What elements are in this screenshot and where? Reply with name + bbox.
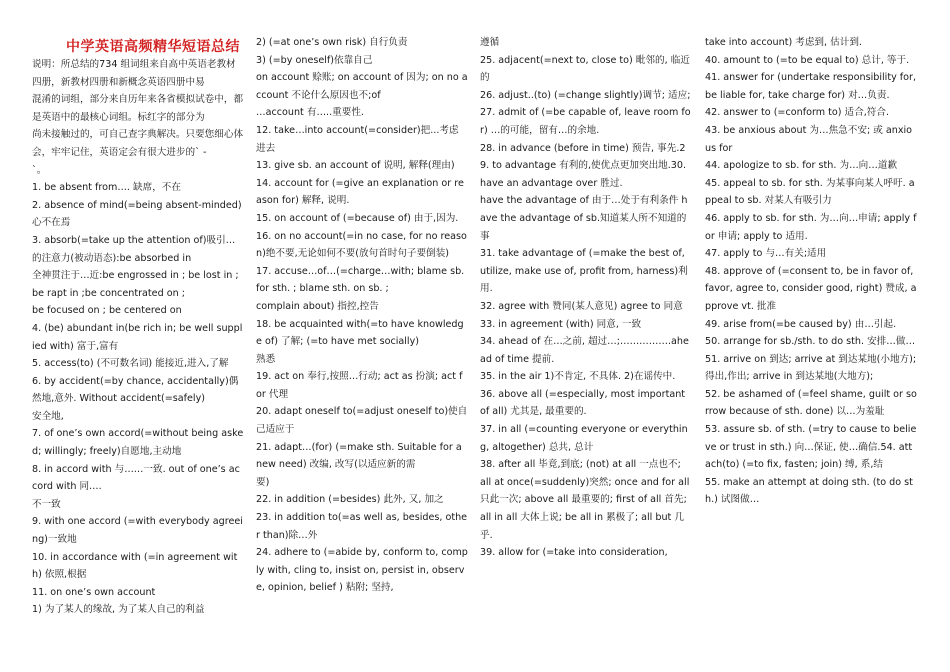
text-line: 熟悉	[256, 353, 276, 365]
text-line: 50. arrange for sb./sth. to do sth. 安排…做…	[705, 336, 916, 348]
text-line: 55. make an attempt at doing sth. (to do sth.) 试图做…	[705, 476, 913, 506]
text-line: 45. appeal to sb. for sth. 为某事向某人呼吁. appeal to sb. 对某人有吸引力	[705, 177, 915, 207]
text-line: 全神贯注于…近:be engrossed in ; be lost in ; be rapt in ;be concentrated on ;	[32, 270, 239, 299]
text-line: 14. account for (=give an explanation or reason for) 解释, 说明.	[256, 177, 464, 207]
text-line: 43. be anxious about 为…焦急不安; 或 anxious for	[705, 124, 913, 154]
text-line: 1) 为了某人的缘故, 为了某人自己的利益	[32, 604, 205, 616]
text-line: 12. take…into account(=consider)把...考虑进去	[256, 124, 459, 154]
text-line: have the advantage of 由于…处于有利条件 have the advantage of sb.知道某人所不知道的事	[480, 195, 688, 242]
text-line: 7. of one’s own accord(=without being asked; willingly; freely)自愿地,主动地	[32, 428, 244, 458]
text-line: 41. answer for (undertake responsibility for, be liable for, take charge for) 对…负责.	[705, 72, 917, 101]
text-line: 40. amount to (=to be equal to) 总计, 等于.	[705, 54, 910, 66]
text-line: 23. in addition to(=as well as, besides, other than)除…外	[256, 512, 468, 541]
text-line: 安全地,	[32, 410, 64, 422]
text-line: 17. accuse…of…(=charge…with; blame sb. for sth. ; blame sth. on sb. ;	[256, 265, 465, 295]
text-line: 1. be absent from…. 缺席，不在	[32, 182, 181, 194]
text-line: 2. absence of mind(=being absent-minded)心不在焉	[32, 199, 242, 229]
text-line: 16. on no account(=in no case, for no reason)绝不要,无论如何不要(放句首时句子要倒装)	[256, 230, 467, 260]
text-line: 2) (=at one’s own risk) 自行负责	[256, 37, 408, 48]
text-line: 18. be acquainted with(=to have knowledge of) 了解; (=to have met socially)	[256, 318, 464, 348]
text-line: 37. in all (=counting everyone or everything, altogether) 总共, 总计	[480, 424, 688, 453]
text-line: 说明：所总结的734 组词组来自高中英语老教材四册，新教材四册和新概念英语四册中易	[32, 59, 236, 88]
text-line: 36. above all (=especially, most important of all) 尤其是, 最重要的.	[480, 388, 686, 418]
text-line: 21. adapt…(for) (=make sth. Suitable for a new need) 改编, 改写(以适应新的需	[256, 441, 462, 471]
text-line: 6. by accident(=by chance, accidentally)偶然地,意外. Without accident(=safely)	[32, 375, 239, 405]
text-line: 5. access(to) (不可数名词) 能接近,进入,了解	[32, 358, 229, 370]
text-line: 15. on account of (=because of) 由于,因为.	[256, 212, 459, 224]
text-line: 10. in accordance with (=in agreement with) 依照,根据	[32, 551, 238, 581]
text-line: 混淆的词组，部分来自历年来各省模拟试卷中，都是英语中的最核心词组。标红字的部分为	[32, 94, 244, 123]
text-line: 52. be ashamed of (=feel shame, guilt or sorrow because of sth. done) 以…为羞耻	[705, 388, 917, 418]
document-title: 中学英语高频精华短语总结	[66, 39, 240, 55]
column-2	[256, 34, 468, 597]
text-line: 遵循	[480, 37, 500, 48]
text-line: `。	[32, 164, 47, 176]
text-line: 3) (=by oneself)依靠自己	[256, 54, 373, 66]
text-line: 44. apologize to sb. for sth. 为…向…道歉	[705, 160, 898, 172]
text-line: 39. allow for (=take into consideration,	[480, 547, 668, 559]
column-3	[480, 34, 692, 562]
column-1	[32, 56, 244, 619]
text-line: 22. in addition (=besides) 此外, 又, 加之	[256, 494, 444, 506]
text-line: 31. take advantage of (=make the best of, utilize, make use of, profit from, harness)利用.	[480, 248, 688, 295]
text-line: 27. admit of (=be capable of, leave room for) …的可能，留有…的余地.	[480, 107, 691, 136]
text-line: be focused on ; be centered on	[32, 305, 182, 317]
text-line: 47. apply to 与…有关;适用	[705, 248, 827, 260]
text-line: …account 有…..重要性.	[256, 107, 364, 119]
text-line: 42. answer to (=conform to) 适合,符合.	[705, 107, 890, 119]
text-line: 32. agree with 赞同(某人意见) agree to 同意	[480, 300, 683, 312]
text-line: 33. in agreement (with) 同意, 一致	[480, 318, 642, 330]
text-line: on account 赊账; on account of 因为; on no account 不论什么原因也不;of	[256, 72, 468, 101]
column-4	[705, 34, 917, 509]
text-line: 24. adhere to (=abide by, conform to, comply with, cling to, insist on, persist in, observe, opinion, belief ) 粘附; 坚持,	[256, 547, 468, 594]
text-line: 3. absorb(=take up the attention of)吸引…的注意力(被动语态):be absorbed in	[32, 234, 236, 264]
text-line: 26. adjust..(to) (=change slightly)调节; 适应;	[480, 89, 691, 101]
text-line: 4. (be) abundant in(be rich in; be well supplied with) 富于,富有	[32, 322, 243, 352]
text-line: 48. approve of (=consent to, be in favor of, favor, agree to, consider good, right) 赞成, approve vt. 批准	[705, 265, 917, 312]
text-line: 46. apply to sb. for sth. 为…向…申请; apply for 申请; apply to 适用.	[705, 212, 917, 242]
text-line: 11. on one’s own account	[32, 586, 156, 598]
text-line: 35. in the air 1)不肯定, 不具体. 2)在谣传中.	[480, 371, 676, 383]
text-line: 49. arise from(=be caused by) 由…引起.	[705, 318, 897, 330]
text-line: 51. arrive on 到达; arrive at 到达某地(小地方);得出,作出; arrive in 到达某地(大地方);	[705, 353, 917, 383]
text-line: 9. with one accord (=with everybody agreeing)一致地	[32, 516, 243, 546]
text-line: 20. adapt oneself to(=adjust oneself to)使自己适应于	[256, 406, 468, 436]
text-line: 尚未接触过的，可自己查字典解决。只要您细心体会，牢牢记住，英语定会有很大进步的` -	[32, 129, 244, 158]
text-line: 8. in accord with 与……一致. out of one’s accord with 同….	[32, 463, 240, 493]
text-line: 53. assure sb. of sth. (=try to cause to believe or trust in sth.) 向…保证, 使…确信.54. attach(to) (=to fix, fasten; join) 缚, 系,结	[705, 424, 917, 471]
text-line: 25. adjacent(=next to, close to) 毗邻的, 临近的	[480, 54, 690, 84]
text-line: 38. after all 毕竟,到底; (not) at all 一点也不;	[480, 459, 681, 471]
text-line: complain about) 指控,控告	[256, 300, 379, 312]
text-line: 要)	[256, 476, 270, 488]
text-line: 不一致	[32, 498, 61, 510]
text-line: 13. give sb. an account of 说明, 解释(理由)	[256, 160, 455, 172]
text-line: all at once(=suddenly)突然; once and for all 只此一次; above all 最重要的; first of all 首先; all in all 大体上说; be all in 累极了; all but 几乎.	[480, 476, 690, 541]
text-line: 28. in advance (before in time) 预告, 事先.29. to advantage 有利的,使优点更加突出地.30. have an advantage over 胜过.	[480, 142, 687, 189]
text-line: 34. ahead of 在…之前, 超过…;…………….ahead of time 提前.	[480, 336, 689, 365]
text-line: take into account) 考虑到, 估计到.	[705, 37, 862, 48]
text-line: 19. act on 奉行,按照…行动; act as 扮演; act for 代理	[256, 371, 463, 400]
